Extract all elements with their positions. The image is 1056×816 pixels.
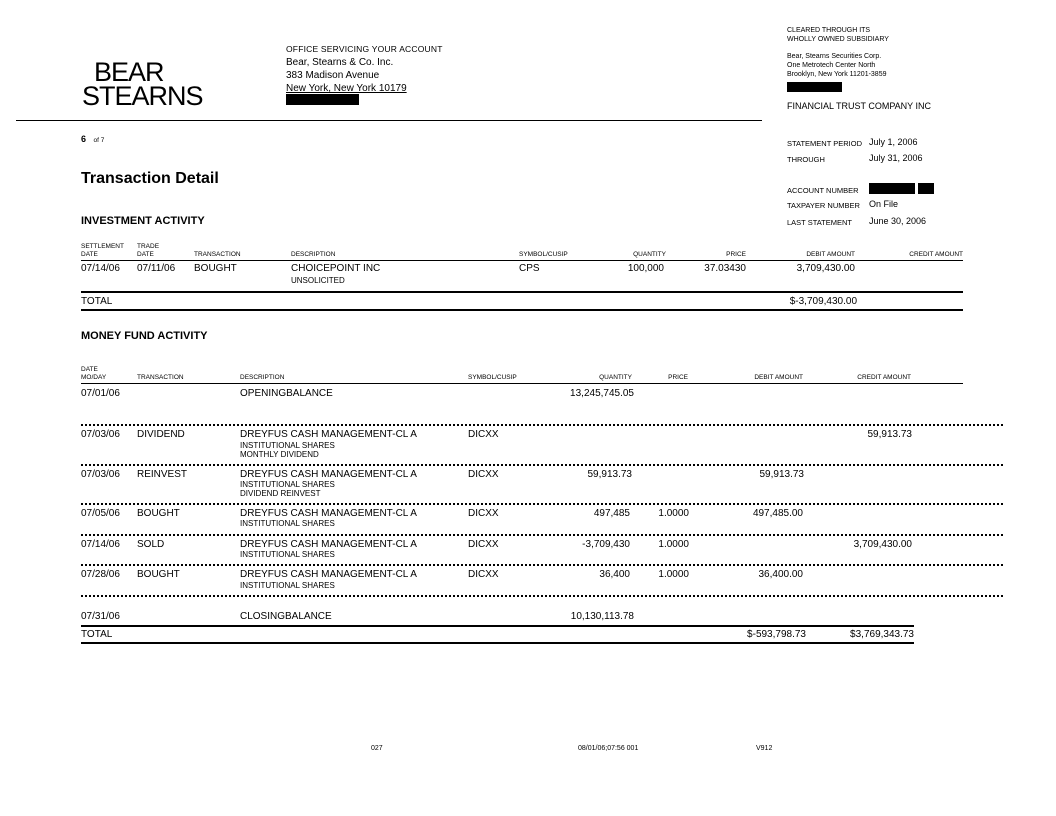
col-header-line: SETTLEMENT xyxy=(81,243,124,250)
mf-row-description-sub: INSTITUTIONAL SHARES xyxy=(240,550,335,559)
row-divider xyxy=(81,564,1003,566)
inv-debit: 3,709,430.00 xyxy=(796,263,855,274)
money-fund-activity-heading: MONEY FUND ACTIVITY xyxy=(81,330,208,342)
investment-total-top-rule xyxy=(81,291,963,293)
logo-line-2: STEARNS xyxy=(82,81,203,111)
last-statement-value: June 30, 2006 xyxy=(869,216,927,226)
statement-period-label: STATEMENT PERIOD xyxy=(787,139,863,148)
col-mf-description: DESCRIPTION xyxy=(240,374,285,381)
cleared-line-2: WHOLLY OWNED SUBSIDIARY xyxy=(787,36,889,43)
footer-timestamp: 08/01/06;07:56 001 xyxy=(578,745,639,752)
mf-row-date: 07/14/06 xyxy=(81,539,120,550)
closing-description: CLOSINGBALANCE xyxy=(240,611,332,622)
mf-row-date: 07/03/06 xyxy=(81,469,120,480)
mf-row-transaction: BOUGHT xyxy=(137,569,180,580)
mf-row-description: DREYFUS CASH MANAGEMENT-CL A xyxy=(240,469,417,480)
col-mf-transaction: TRANSACTION xyxy=(137,374,184,381)
money-total-top-rule xyxy=(81,625,914,627)
money-total-label: TOTAL xyxy=(81,629,113,640)
col-mf-price: PRICE xyxy=(668,374,688,381)
col-mf-debit: DEBIT AMOUNT xyxy=(754,374,803,381)
inv-symbol: CPS xyxy=(519,263,540,274)
mf-row-description-sub: MONTHLY DIVIDEND xyxy=(240,450,319,459)
investment-header-rule xyxy=(81,260,963,261)
money-total-bottom-rule xyxy=(81,642,914,644)
col-settlement-date xyxy=(81,243,124,259)
mf-row-transaction: DIVIDEND xyxy=(137,429,185,440)
col-quantity: QUANTITY xyxy=(633,251,666,258)
mf-row-description-sub: INSTITUTIONAL SHARES xyxy=(240,480,335,489)
redacted-block xyxy=(787,82,842,92)
col-mf-quantity: QUANTITY xyxy=(599,374,632,381)
money-total-debit: $-593,798.73 xyxy=(747,629,806,640)
investment-total-bottom-rule xyxy=(81,309,963,311)
opening-quantity: 13,245,745.05 xyxy=(570,388,634,399)
bear-stearns-logo xyxy=(82,57,203,111)
mf-row-description: DREYFUS CASH MANAGEMENT-CL A xyxy=(240,539,417,550)
col-mf-credit: CREDIT AMOUNT xyxy=(857,374,911,381)
clearing-firm-name: Bear, Stearns Securities Corp. xyxy=(787,53,882,60)
investment-total-debit: $-3,709,430.00 xyxy=(789,296,857,307)
col-mf-symbol: SYMBOL/CUSIP xyxy=(468,374,517,381)
col-mf-date xyxy=(81,366,106,382)
inv-settlement-date: 07/14/06 xyxy=(81,263,120,274)
col-transaction: TRANSACTION xyxy=(194,251,241,258)
mf-row-symbol: DICXX xyxy=(468,539,499,550)
footer-code-1: 027 xyxy=(371,745,383,752)
mf-row-credit: 3,709,430.00 xyxy=(853,539,912,550)
closing-quantity: 10,130,113.78 xyxy=(570,611,634,622)
mf-row-quantity: -3,709,430 xyxy=(582,539,630,550)
account-number-label: ACCOUNT NUMBER xyxy=(787,186,859,195)
investment-activity-heading: INVESTMENT ACTIVITY xyxy=(81,215,205,227)
mf-row-description: DREYFUS CASH MANAGEMENT-CL A xyxy=(240,429,417,440)
mf-row-quantity: 36,400 xyxy=(599,569,630,580)
mf-row-description: DREYFUS CASH MANAGEMENT-CL A xyxy=(240,508,417,519)
mf-row-price: 1.0000 xyxy=(658,508,689,519)
inv-quantity: 100,000 xyxy=(627,263,664,274)
mf-row-date: 07/05/06 xyxy=(81,508,120,519)
row-divider xyxy=(81,464,1003,466)
money-total-credit: $3,769,343.73 xyxy=(850,629,914,640)
office-city: New York, New York 10179 xyxy=(286,83,407,94)
row-divider xyxy=(81,534,1003,536)
cleared-line-1: CLEARED THROUGH ITS xyxy=(787,27,871,34)
row-divider xyxy=(81,503,1003,505)
mf-row-debit: 36,400.00 xyxy=(758,569,803,580)
client-name: FINANCIAL TRUST COMPANY INC xyxy=(787,101,932,111)
logo-line-1: BEAR xyxy=(94,57,164,87)
last-statement-label: LAST STATEMENT xyxy=(787,218,853,227)
investment-total-label: TOTAL xyxy=(81,296,113,307)
inv-trade-date: 07/11/06 xyxy=(137,263,176,274)
clearing-firm-address: One Metrotech Center North xyxy=(787,62,876,69)
taxpayer-number-value: On File xyxy=(869,199,899,209)
redacted-account-number xyxy=(869,183,915,194)
mf-row-debit: 59,913.73 xyxy=(759,469,804,480)
money-header-rule xyxy=(81,383,963,384)
col-header-line: DATE xyxy=(137,251,154,258)
row-divider xyxy=(81,595,1003,597)
col-credit: CREDIT AMOUNT xyxy=(909,251,963,258)
mf-row-date: 07/28/06 xyxy=(81,569,120,580)
mf-row-symbol: DICXX xyxy=(468,508,499,519)
mf-row-description-sub: INSTITUTIONAL SHARES xyxy=(240,519,335,528)
redacted-block xyxy=(286,94,359,105)
through-label: THROUGH xyxy=(787,155,825,164)
mf-row-description-sub: INSTITUTIONAL SHARES xyxy=(240,441,335,450)
closing-date: 07/31/06 xyxy=(81,611,120,622)
header-rule xyxy=(16,120,762,121)
mf-row-transaction: REINVEST xyxy=(137,469,188,480)
inv-transaction: BOUGHT xyxy=(194,263,237,274)
mf-row-date: 07/03/06 xyxy=(81,429,120,440)
mf-row-price: 1.0000 xyxy=(658,539,689,550)
inv-description: CHOICEPOINT INC xyxy=(291,263,381,274)
inv-description-sub: UNSOLICITED xyxy=(291,276,345,285)
redacted-account-suffix xyxy=(918,183,934,194)
mf-row-transaction: SOLD xyxy=(137,539,165,550)
page-total: of 7 xyxy=(93,137,105,144)
mf-row-credit: 59,913.73 xyxy=(867,429,912,440)
mf-row-quantity: 59,913.73 xyxy=(587,469,632,480)
opening-description: OPENINGBALANCE xyxy=(240,388,333,399)
mf-row-description-sub: INSTITUTIONAL SHARES xyxy=(240,581,335,590)
mf-row-price: 1.0000 xyxy=(658,569,689,580)
mf-row-transaction: BOUGHT xyxy=(137,508,180,519)
col-header-line: MO/DAY xyxy=(81,374,107,381)
col-trade-date xyxy=(137,243,159,259)
col-debit: DEBIT AMOUNT xyxy=(806,251,855,258)
col-description: DESCRIPTION xyxy=(291,251,336,258)
mf-row-symbol: DICXX xyxy=(468,469,499,480)
col-price: PRICE xyxy=(726,251,746,258)
office-name: Bear, Stearns & Co. Inc. xyxy=(286,57,394,68)
inv-price: 37.03430 xyxy=(704,263,746,274)
opening-date: 07/01/06 xyxy=(81,388,120,399)
col-header-line: DATE xyxy=(81,251,98,258)
col-header-line: TRADE xyxy=(137,243,160,250)
page-number: 6 xyxy=(81,134,87,144)
mf-row-symbol: DICXX xyxy=(468,429,499,440)
page-title: Transaction Detail xyxy=(81,170,219,187)
mf-row-debit: 497,485.00 xyxy=(752,508,803,519)
through-value: July 31, 2006 xyxy=(869,153,923,163)
statement-period-value: July 1, 2006 xyxy=(869,137,918,147)
mf-row-description: DREYFUS CASH MANAGEMENT-CL A xyxy=(240,569,417,580)
col-symbol: SYMBOL/CUSIP xyxy=(519,251,568,258)
col-header-line: DATE xyxy=(81,366,98,373)
clearing-firm-city: Brooklyn, New York 11201-3859 xyxy=(787,71,887,78)
mf-row-quantity: 497,485 xyxy=(593,508,630,519)
row-divider xyxy=(81,424,1003,426)
taxpayer-number-label: TAXPAYER NUMBER xyxy=(787,201,860,210)
page-indicator xyxy=(81,129,104,147)
footer-code-2: V912 xyxy=(756,745,773,752)
office-header: OFFICE SERVICING YOUR ACCOUNT xyxy=(286,44,443,54)
mf-row-symbol: DICXX xyxy=(468,569,499,580)
office-address: 383 Madison Avenue xyxy=(286,70,380,81)
mf-row-description-sub: DIVIDEND REINVEST xyxy=(240,489,321,498)
